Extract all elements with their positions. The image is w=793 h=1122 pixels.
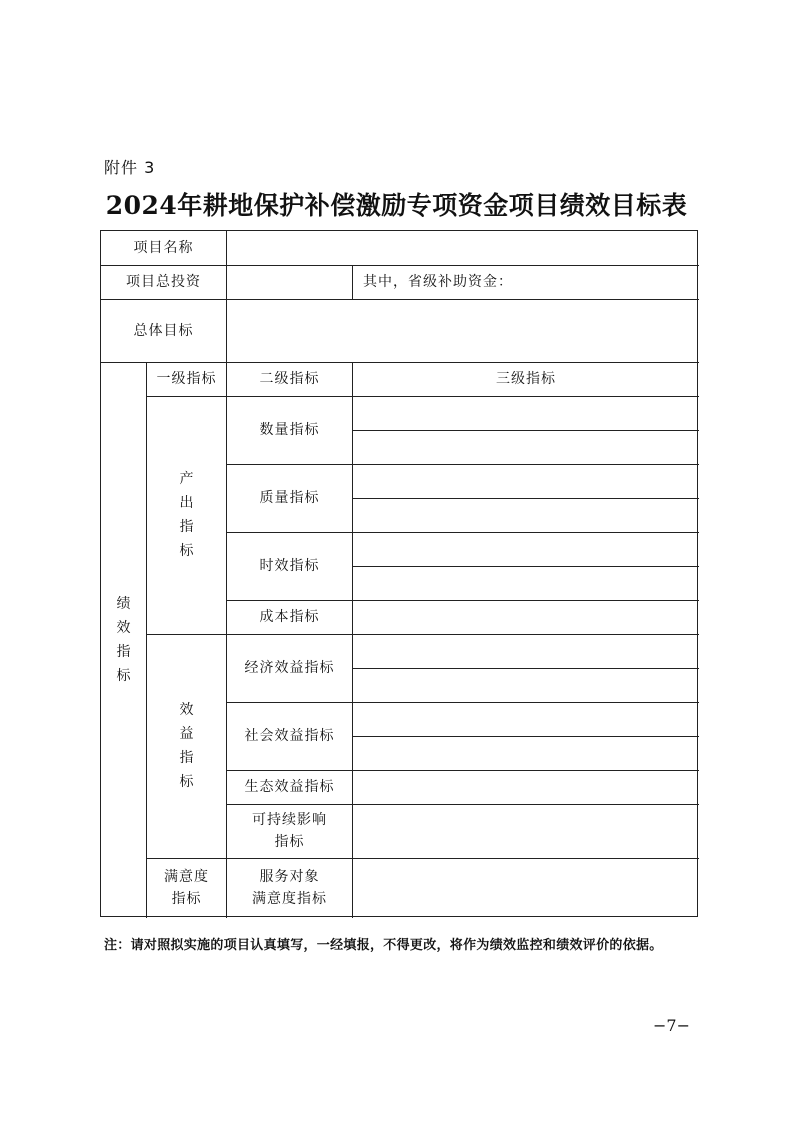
benefit-indicators-label: 效益指标 [179,702,194,790]
footnote: 注：请对照拟实施的项目认真填写，一经填报，不得更改，将作为绩效监控和绩效评价的依据。 [104,938,663,953]
project-name-field[interactable] [227,231,699,265]
service-satisfaction-label: 服务对象 满意度指标 [252,869,327,907]
performance-goal-table [100,230,698,917]
total-investment-field[interactable] [227,265,352,299]
sustainable-impact-label: 可持续影响 指标 [252,812,327,850]
ecological-benefit-label: 生态效益指标 [244,779,335,795]
page-number: −7− [653,1016,690,1035]
satisfaction-indicators-label: 满意度 指标 [164,869,209,907]
quantity-indicator-label: 数量指标 [259,422,320,438]
quality-indicator-label: 质量指标 [259,490,320,506]
social-benefit-label: 社会效益指标 [244,728,335,744]
output-indicators-label: 产出指标 [179,471,194,559]
level3-header: 三级指标 [496,371,556,387]
page-title: 2024年耕地保护补偿激励专项资金项目绩效目标表 [105,191,688,220]
project-name-label: 项目名称 [133,240,194,256]
overall-goal-label: 总体目标 [133,322,194,339]
performance-indicators-label: 绩效指标 [116,596,131,684]
economic-benefit-label: 经济效益指标 [244,660,335,676]
overall-goal-field[interactable] [227,299,699,362]
attachment-label: 附件 3 [104,158,156,177]
cost-indicator-label: 成本指标 [259,609,320,625]
provincial-funds-label: 其中，省级补助资金： [363,274,513,290]
level1-header: 一级指标 [156,371,217,387]
total-investment-label: 项目总投资 [126,274,201,290]
level2-header: 二级指标 [259,371,320,387]
timeliness-indicator-label: 时效指标 [259,558,320,574]
